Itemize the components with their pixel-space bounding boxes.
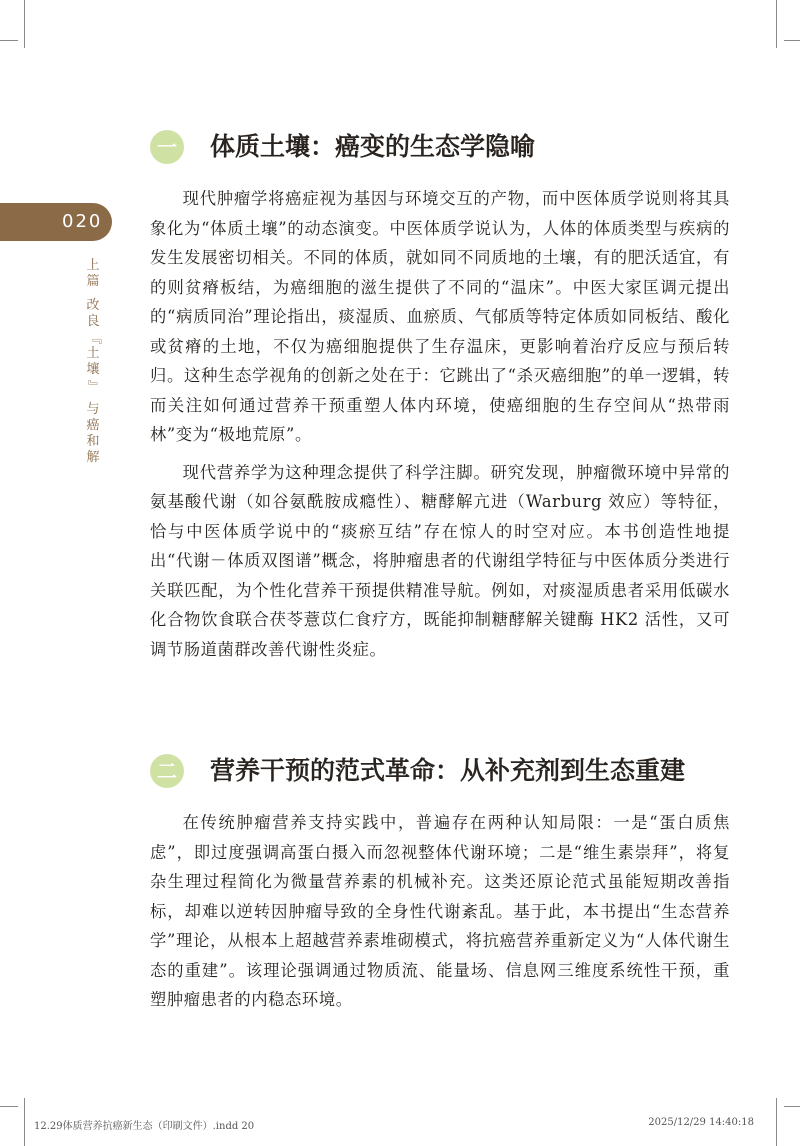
side-label-char: 』: [86, 379, 101, 393]
side-label-char: 篇: [86, 274, 100, 289]
paragraph: 现代肿瘤学将癌症视为基因与环境交互的产物，而中医体质学说则将其具象化为“体质土壤”的动态演变。中医体质学说认为，人体的体质类型与疾病的发生发展密切相关。不同的体质，就如同不同质地的土壤，有的肥沃适宜，有的则贫瘠板结，为癌细胞的滋生提供了不同的“温床”。中医大家匡调元提出的“病质同治”理论指出，痰湿质、血瘀质、气郁质等特定体质如同板结、酸化或贫瘠的土地，不仅为癌细胞提供了生存温床，更影响着治疗反应与预后转归。这种生态学视角的创新之处在于：它跳出了“杀灭癌细胞”的单一逻辑，转而关注如何通过营养干预重塑人体内环境，使癌细胞的生存空间从“热带雨林”变为“极地荒原”。: [150, 189, 730, 444]
section-number-badge: 一: [150, 130, 184, 164]
section-heading: [150, 752, 730, 792]
side-label-char: 癌: [86, 418, 100, 433]
section-title: 营养干预的范式革命：从补充剂到生态重建: [210, 756, 686, 785]
side-label-char: 『: [86, 331, 101, 345]
section-number-badge: 二: [150, 754, 184, 788]
side-label-char: 改: [86, 298, 100, 313]
paragraph: 现代营养学为这种理念提供了科学注脚。研究发现，肿瘤微环境中异常的氨基酸代谢（如谷氨酰胺成瘾性）、糖酵解亢进（Warburg 效应）等特征，恰与中医体质学说中的“痰瘀互结”存在惊人的时空对应。本书创造性地提出“代谢－体质双图谱”概念，将肿瘤患者的代谢组学特征与中医体质分类进行关联匹配，为个性化营养干预提供精准导航。例如，对痰湿质患者采用低碳水化合物饮食联合茯苓薏苡仁食疗方，既能抑制糖酵解关键酶 HK2 活性，又可调节肠道菌群改善代谢性炎症。: [150, 462, 730, 659]
side-label-gap: [84, 290, 102, 298]
page-number-tab: [0, 203, 112, 241]
side-label-char: 解: [86, 450, 100, 465]
page-number: 020: [62, 211, 103, 232]
crop-mark: [776, 0, 777, 48]
crop-mark: [0, 1106, 18, 1107]
side-label-char: 壤: [86, 362, 100, 377]
crop-mark: [24, 1098, 25, 1146]
section-heading: [150, 128, 730, 168]
footer-timestamp: 2025/12/29 14:40:18: [648, 1117, 754, 1128]
section-1: [150, 128, 730, 664]
side-label-gap: [84, 394, 102, 402]
footer-file-info: 12.29体质营养抗癌新生态（印刷文件）.indd 20: [34, 1121, 255, 1132]
section-title: 体质土壤：癌变的生态学隐喻: [210, 132, 536, 161]
section-2: [150, 752, 730, 1015]
paragraph: 在传统肿瘤营养支持实践中，普遍存在两种认知局限：一是“蛋白质焦虑”，即过度强调高蛋白摄入而忽视整体代谢环境；二是“维生素崇拜”，将复杂生理过程简化为微量营养素的机械补充。这类还原论范式虽能短期改善指标，却难以逆转因肿瘤导致的全身性代谢紊乱。基于此，本书提出“生态营养学”理论，从根本上超越营养素堆砌模式，将抗癌营养重新定义为“人体代谢生态的重建”。该理论强调通过物质流、能量场、信息网三维度系统性干预，重塑肿瘤患者的内稳态环境。: [150, 813, 730, 1009]
side-label-char: 和: [86, 434, 100, 449]
side-label-char: 土: [86, 346, 100, 361]
crop-mark: [776, 1098, 777, 1146]
crop-mark: [784, 40, 800, 41]
side-label-char: 上: [86, 258, 100, 273]
side-label-char: 良: [86, 314, 100, 329]
crop-mark: [0, 40, 18, 41]
crop-mark: [24, 0, 25, 48]
side-label-char: 与: [86, 402, 100, 417]
crop-mark: [784, 1106, 800, 1107]
running-head-vertical: [84, 258, 102, 466]
